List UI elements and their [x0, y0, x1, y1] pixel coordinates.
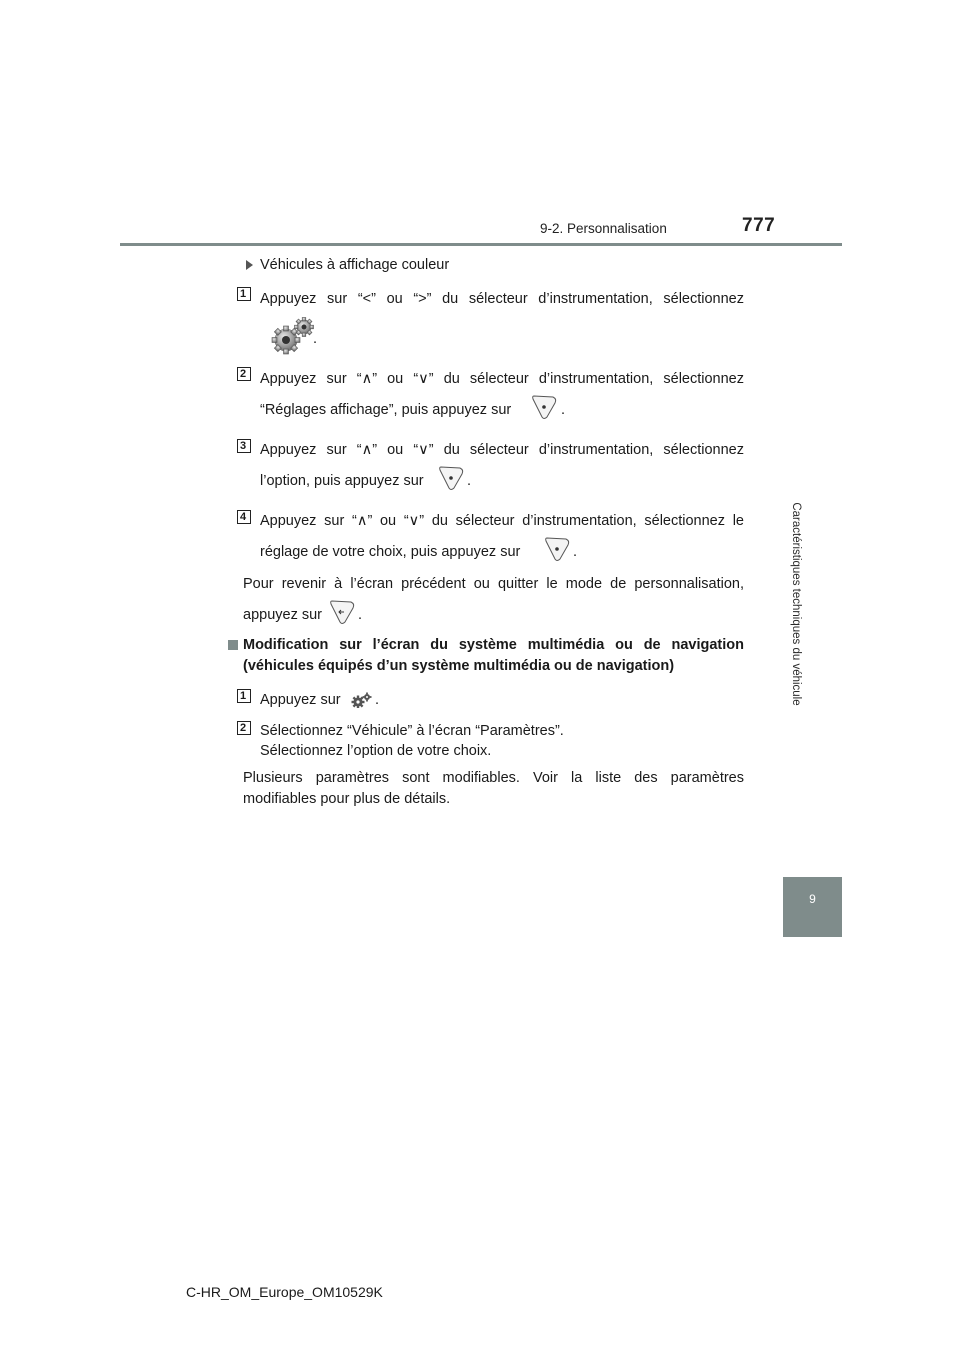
return-note-line2: appuyez sur — [243, 607, 322, 623]
enter-button-icon — [437, 464, 465, 492]
section-square-bullet — [228, 640, 238, 650]
step-text: Appuyez sur “∧” ou “∨” du sélecteur d’instrumentation, sélectionnez — [260, 371, 744, 387]
step-text: Appuyez sur — [260, 692, 341, 708]
section-title: 9-2. Personnalisation — [540, 221, 667, 236]
chapter-number: 9 — [809, 892, 816, 906]
triangle-bullet-icon — [246, 260, 253, 270]
note-text-line2: modifiables pour plus de détails. — [243, 791, 451, 807]
enter-button-icon — [543, 535, 571, 563]
step-text-line2: Sélectionnez l’option de votre choix. — [260, 743, 492, 759]
step-text-end: . — [375, 692, 380, 708]
gears-icon — [270, 316, 316, 356]
step-text: Appuyez sur “<” ou “>” du sélecteur d’instrumentation, sélectionnez — [260, 291, 744, 307]
back-button-icon — [328, 598, 356, 626]
step-number-box: 2 — [237, 367, 251, 381]
step-number-box: 4 — [237, 510, 251, 524]
return-note: Pour revenir à l’écran précédent ou quitter le mode de personnalisation, — [243, 576, 744, 592]
header-rule — [120, 243, 842, 246]
step-text-end: . — [561, 402, 566, 418]
step-text: réglage de votre choix, puis appuyez sur — [260, 544, 521, 560]
document-id: C-HR_OM_Europe_OM10529K — [186, 1284, 383, 1300]
step-text: Appuyez sur “∧” ou “∨” du sélecteur d’instrumentation, sélectionnez le — [260, 513, 744, 529]
step-text-end: . — [573, 544, 578, 560]
bullet-title: Véhicules à affichage couleur — [260, 257, 450, 273]
chapter-tab — [783, 877, 842, 937]
note-text: Plusieurs paramètres sont modifiables. Voir la liste des paramètres — [243, 770, 744, 786]
step-number-box: 2 — [237, 721, 251, 735]
step-text: Appuyez sur “∧” ou “∨” du sélecteur d’instrumentation, sélectionnez — [260, 442, 744, 458]
step-number-box: 1 — [237, 287, 251, 301]
step-text: “Réglages affichage”, puis appuyez sur — [260, 402, 512, 418]
step-number-box: 1 — [237, 689, 251, 703]
step-text-end: . — [467, 473, 472, 489]
enter-button-icon — [530, 393, 558, 421]
step-text: l’option, puis appuyez sur — [260, 473, 424, 489]
step-text: Sélectionnez “Véhicule” à l’écran “Paramètres”. — [260, 723, 564, 739]
section-heading: Modification sur l’écran du système multimédia ou de navigation — [243, 637, 744, 653]
step-text-end: . — [313, 331, 318, 347]
page-number: 777 — [742, 215, 776, 236]
step-number-box: 3 — [237, 439, 251, 453]
return-note-end: . — [358, 607, 363, 623]
small-gears-icon — [351, 692, 373, 708]
section-heading-line2: (véhicules équipés d’un système multimédia ou de navigation) — [243, 658, 675, 674]
